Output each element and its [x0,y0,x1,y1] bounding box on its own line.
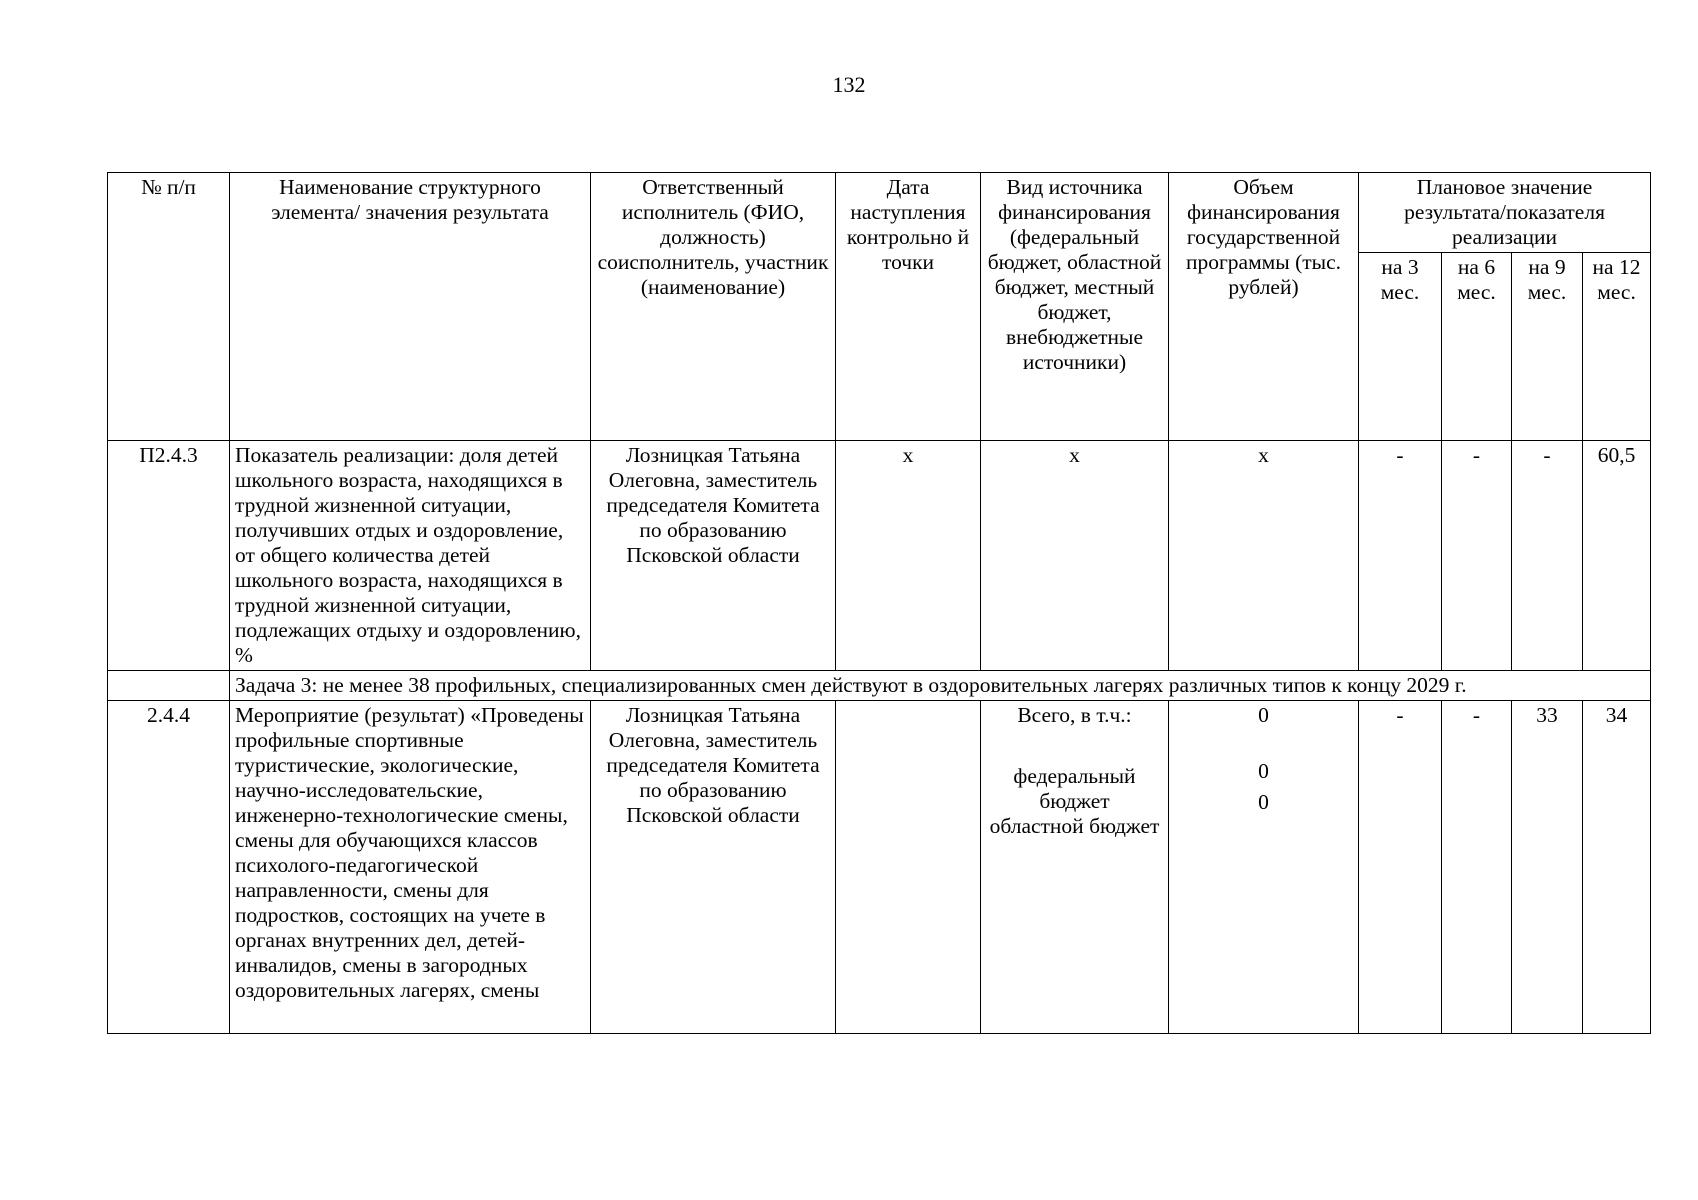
header-source: Вид источника финансирования (федеральный бюджет, областной бюджет, местный бюджет, внебюджетные источники) [981,173,1169,441]
source-total: Всего, в т.ч.: [1017,703,1132,727]
header-date: Дата наступления контрольно й точки [836,173,981,441]
row-date: х [836,441,981,671]
table-row [108,441,1651,671]
row-m12: 60,5 [1583,441,1651,671]
volume-federal: 0 [1258,759,1269,783]
row-name: Мероприятие (результат) «Проведены профильные спортивные туристические, экологические, научно-исследовательские, инженерно-технологические смены, смены для обучающихся классов психолого-педагогической направленности, смены для подростков, состоящих на учете в органах внутренних дел, детей-инвалидов, смены в загородных оздоровительных лагерях, смены [230,701,591,1034]
table-row [108,701,1651,1034]
row-num: 2.4.4 [108,701,230,1034]
row-m3: - [1359,441,1442,671]
row-m12: 34 [1583,701,1651,1034]
header-responsible: Ответственный исполнитель (ФИО, должность) соисполнитель, участник (наименование) [591,173,836,441]
header-planned: Плановое значение результата/показателя реализации [1359,173,1651,253]
row-source [981,701,1169,1034]
row-m9: - [1512,441,1583,671]
row-num: П2.4.3 [108,441,230,671]
header-m12: на 12 мес. [1583,253,1651,441]
task-text: Задача 3: не менее 38 профильных, специализированных смен действуют в оздоровительных лагерях различных типов к концу 2029 г. [230,671,1651,701]
header-m9: на 9 мес. [1512,253,1583,441]
source-regional: областной бюджет [989,814,1160,838]
page-number: 132 [832,72,866,97]
row-date [836,701,981,1034]
row-m6: - [1442,701,1512,1034]
row-m9: 33 [1512,701,1583,1034]
task-row [108,671,1651,701]
row-responsible: Лозницкая Татьяна Олеговна, заместитель председателя Комитета по образованию Псковской области [591,441,836,671]
program-table [107,172,1651,1034]
volume-total: 0 [1258,703,1269,727]
row-volume: х [1169,441,1359,671]
row-responsible: Лозницкая Татьяна Олеговна, заместитель председателя Комитета по образованию Псковской области [591,701,836,1034]
row-m3: - [1359,701,1442,1034]
header-volume: Объем финансирования государственной программы (тыс. рублей) [1169,173,1359,441]
row-volume [1169,701,1359,1034]
header-m3: на 3 мес. [1359,253,1442,441]
source-federal: федеральный бюджет [1013,764,1136,813]
row-m6: - [1442,441,1512,671]
task-empty-cell [108,671,230,701]
row-source: х [981,441,1169,671]
header-m6: на 6 мес. [1442,253,1512,441]
source-gap [986,728,1163,764]
row-name: Показатель реализации: доля детей школьного возраста, находящихся в трудной жизненной ситуации, получивших отдых и оздоровление, от общего количества детей школьного возраста, находящихся в трудной жизненной ситуации, подлежащих отдыху и оздоровлению, % [230,441,591,671]
header-num: № п/п [108,173,230,441]
table-header-row [108,173,1651,253]
header-name: Наименование структурного элемента/ значения результата [230,173,591,441]
volume-regional: 0 [1258,790,1269,814]
